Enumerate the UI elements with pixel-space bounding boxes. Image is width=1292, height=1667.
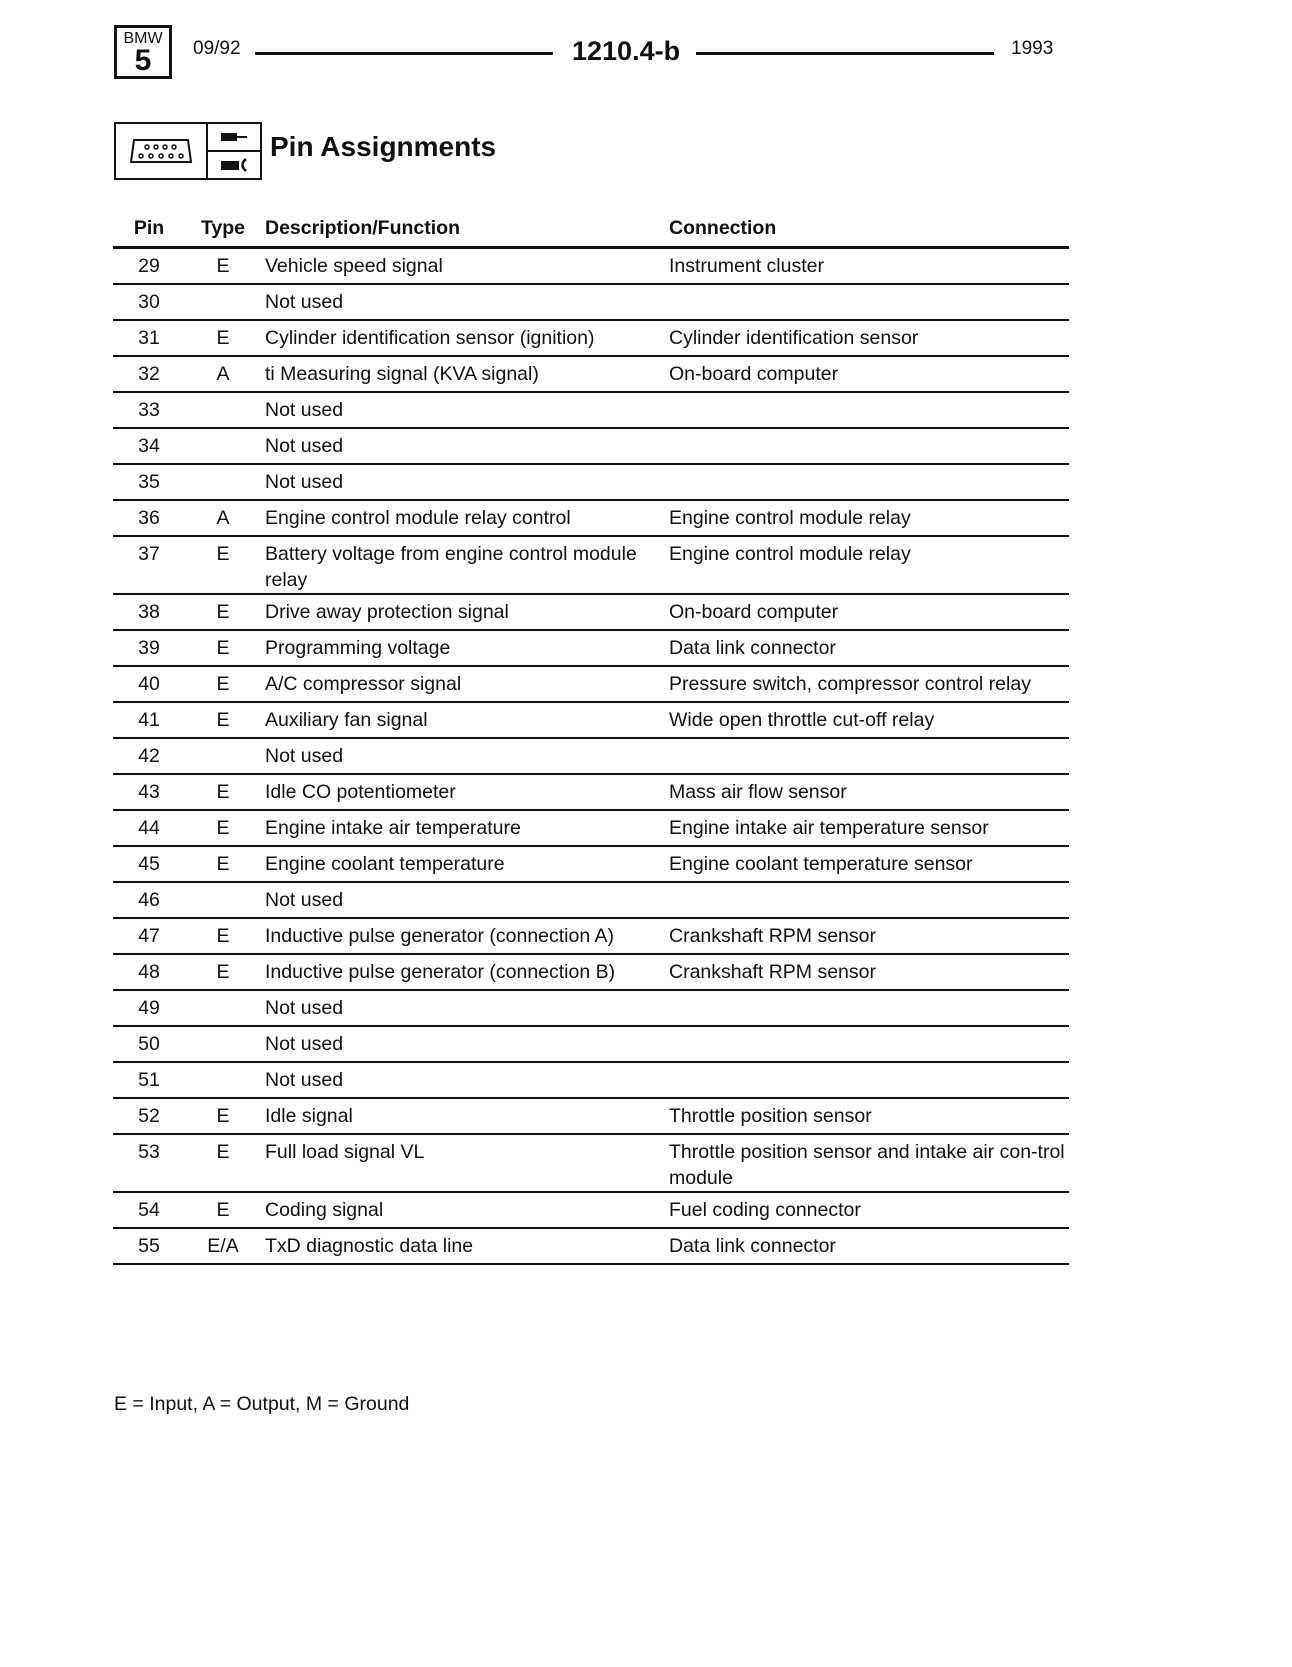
cell-pin: 35 xyxy=(113,464,185,500)
cell-conn: Crankshaft RPM sensor xyxy=(669,918,1069,954)
cell-type: E xyxy=(185,774,261,810)
cell-pin: 46 xyxy=(113,882,185,918)
type-legend: E = Input, A = Output, M = Ground xyxy=(114,1393,410,1415)
table-row xyxy=(113,954,1069,990)
table-row xyxy=(113,738,1069,774)
section-icon-box xyxy=(114,122,262,180)
cell-type: E/A xyxy=(185,1228,261,1264)
cell-desc: Battery voltage from engine control module relay xyxy=(261,536,669,594)
cell-desc: Auxiliary fan signal xyxy=(261,702,669,738)
cell-pin: 41 xyxy=(113,702,185,738)
table-row xyxy=(113,536,1069,594)
table-row xyxy=(113,990,1069,1026)
cell-type: E xyxy=(185,918,261,954)
cell-type: E xyxy=(185,536,261,594)
cell-type xyxy=(185,284,261,320)
cell-type xyxy=(185,428,261,464)
table-row xyxy=(113,284,1069,320)
cell-desc: Idle signal xyxy=(261,1098,669,1134)
cell-desc: Not used xyxy=(261,428,669,464)
cell-type: E xyxy=(185,810,261,846)
cell-conn xyxy=(669,738,1069,774)
cell-desc: ti Measuring signal (KVA signal) xyxy=(261,356,669,392)
cell-pin: 55 xyxy=(113,1228,185,1264)
cell-desc: Not used xyxy=(261,1026,669,1062)
cell-pin: 37 xyxy=(113,536,185,594)
cell-desc: A/C compressor signal xyxy=(261,666,669,702)
table-row xyxy=(113,356,1069,392)
cell-type xyxy=(185,464,261,500)
cell-conn: Engine intake air temperature sensor xyxy=(669,810,1069,846)
cell-pin: 44 xyxy=(113,810,185,846)
cell-conn: Crankshaft RPM sensor xyxy=(669,954,1069,990)
cell-conn xyxy=(669,428,1069,464)
cell-type xyxy=(185,990,261,1026)
table-row xyxy=(113,248,1069,285)
cell-conn xyxy=(669,882,1069,918)
cell-pin: 34 xyxy=(113,428,185,464)
cell-conn: Instrument cluster xyxy=(669,248,1069,285)
cell-pin: 36 xyxy=(113,500,185,536)
cell-desc: Not used xyxy=(261,738,669,774)
pin-assignment-table xyxy=(113,212,1069,1265)
cell-pin: 49 xyxy=(113,990,185,1026)
cell-conn: Cylinder identification sensor xyxy=(669,320,1069,356)
table-row xyxy=(113,1134,1069,1192)
cell-conn: On-board computer xyxy=(669,594,1069,630)
cell-type: E xyxy=(185,248,261,285)
model-year: 1993 xyxy=(1011,38,1054,59)
cell-desc: Inductive pulse generator (connection A) xyxy=(261,918,669,954)
cell-type: E xyxy=(185,846,261,882)
cell-pin: 47 xyxy=(113,918,185,954)
cell-conn: Mass air flow sensor xyxy=(669,774,1069,810)
table-row xyxy=(113,1228,1069,1264)
cell-type xyxy=(185,1062,261,1098)
table-row xyxy=(113,702,1069,738)
table-row xyxy=(113,1062,1069,1098)
table-row xyxy=(113,630,1069,666)
cell-pin: 48 xyxy=(113,954,185,990)
cell-desc: Coding signal xyxy=(261,1192,669,1228)
cell-pin: 33 xyxy=(113,392,185,428)
cell-desc: TxD diagnostic data line xyxy=(261,1228,669,1264)
table-row xyxy=(113,392,1069,428)
table-row xyxy=(113,1026,1069,1062)
table-row xyxy=(113,1192,1069,1228)
cell-type: E xyxy=(185,594,261,630)
cell-type: E xyxy=(185,630,261,666)
pin-male-icon xyxy=(208,124,260,152)
cell-pin: 38 xyxy=(113,594,185,630)
header-rule-left xyxy=(255,52,553,55)
column-header-type: Type xyxy=(185,212,261,248)
cell-type: E xyxy=(185,1098,261,1134)
cell-pin: 52 xyxy=(113,1098,185,1134)
cell-pin: 30 xyxy=(113,284,185,320)
cell-conn xyxy=(669,464,1069,500)
cell-desc: Not used xyxy=(261,1062,669,1098)
cell-pin: 50 xyxy=(113,1026,185,1062)
table-header-row xyxy=(113,212,1069,248)
cell-type: E xyxy=(185,954,261,990)
column-header-pin: Pin xyxy=(113,212,185,248)
cell-desc: Inductive pulse generator (connection B) xyxy=(261,954,669,990)
cell-conn: Data link connector xyxy=(669,1228,1069,1264)
cell-desc: Drive away protection signal xyxy=(261,594,669,630)
cell-pin: 53 xyxy=(113,1134,185,1192)
table-row xyxy=(113,774,1069,810)
table-row xyxy=(113,320,1069,356)
cell-type xyxy=(185,1026,261,1062)
table-row xyxy=(113,918,1069,954)
cell-type: A xyxy=(185,356,261,392)
cell-pin: 32 xyxy=(113,356,185,392)
table-row xyxy=(113,464,1069,500)
logo-series: 5 xyxy=(134,44,152,77)
cell-pin: 54 xyxy=(113,1192,185,1228)
cell-pin: 51 xyxy=(113,1062,185,1098)
table-row xyxy=(113,500,1069,536)
cell-type xyxy=(185,738,261,774)
cell-conn: Engine control module relay xyxy=(669,500,1069,536)
cell-pin: 29 xyxy=(113,248,185,285)
cell-conn xyxy=(669,990,1069,1026)
section-title: Pin Assignments xyxy=(270,131,497,162)
cell-pin: 31 xyxy=(113,320,185,356)
cell-conn: Wide open throttle cut-off relay xyxy=(669,702,1069,738)
cell-conn: Throttle position sensor xyxy=(669,1098,1069,1134)
cell-pin: 43 xyxy=(113,774,185,810)
cell-desc: Not used xyxy=(261,392,669,428)
table-row xyxy=(113,1098,1069,1134)
cell-pin: 45 xyxy=(113,846,185,882)
table-row xyxy=(113,846,1069,882)
cell-type: E xyxy=(185,320,261,356)
bmw-5-series-logo xyxy=(114,25,172,79)
cell-type: E xyxy=(185,1134,261,1192)
cell-desc: Engine control module relay control xyxy=(261,500,669,536)
cell-type: A xyxy=(185,500,261,536)
document-code: 1210.4-b xyxy=(572,36,681,66)
cell-conn: Data link connector xyxy=(669,630,1069,666)
cell-conn: Fuel coding connector xyxy=(669,1192,1069,1228)
cell-conn xyxy=(669,1062,1069,1098)
connector-plug-icon xyxy=(116,124,208,178)
logo-brand: BMW xyxy=(123,30,163,47)
cell-conn: Throttle position sensor and intake air con-trol module xyxy=(669,1134,1069,1192)
cell-type xyxy=(185,392,261,428)
cell-type: E xyxy=(185,1192,261,1228)
header-rule-right xyxy=(696,52,994,55)
cell-type: E xyxy=(185,702,261,738)
cell-desc: Cylinder identification sensor (ignition) xyxy=(261,320,669,356)
cell-desc: Not used xyxy=(261,882,669,918)
cell-conn xyxy=(669,284,1069,320)
cell-desc: Not used xyxy=(261,464,669,500)
cell-conn xyxy=(669,392,1069,428)
table-row xyxy=(113,882,1069,918)
column-header-description: Description/Function xyxy=(261,212,669,248)
cell-desc: Idle CO potentiometer xyxy=(261,774,669,810)
cell-desc: Vehicle speed signal xyxy=(261,248,669,285)
cell-conn: Engine coolant temperature sensor xyxy=(669,846,1069,882)
table-row xyxy=(113,666,1069,702)
cell-desc: Not used xyxy=(261,284,669,320)
cell-desc: Not used xyxy=(261,990,669,1026)
pin-female-icon xyxy=(208,152,260,178)
cell-conn: On-board computer xyxy=(669,356,1069,392)
table-row xyxy=(113,810,1069,846)
issue-date: 09/92 xyxy=(193,38,241,59)
table-row xyxy=(113,428,1069,464)
cell-pin: 40 xyxy=(113,666,185,702)
column-header-connection: Connection xyxy=(669,212,1069,248)
cell-desc: Full load signal VL xyxy=(261,1134,669,1192)
cell-type xyxy=(185,882,261,918)
cell-type: E xyxy=(185,666,261,702)
cell-conn: Pressure switch, compressor control relay xyxy=(669,666,1069,702)
cell-pin: 39 xyxy=(113,630,185,666)
cell-conn: Engine control module relay xyxy=(669,536,1069,594)
cell-desc: Engine intake air temperature xyxy=(261,810,669,846)
cell-pin: 42 xyxy=(113,738,185,774)
cell-desc: Programming voltage xyxy=(261,630,669,666)
table-row xyxy=(113,594,1069,630)
cell-conn xyxy=(669,1026,1069,1062)
cell-desc: Engine coolant temperature xyxy=(261,846,669,882)
